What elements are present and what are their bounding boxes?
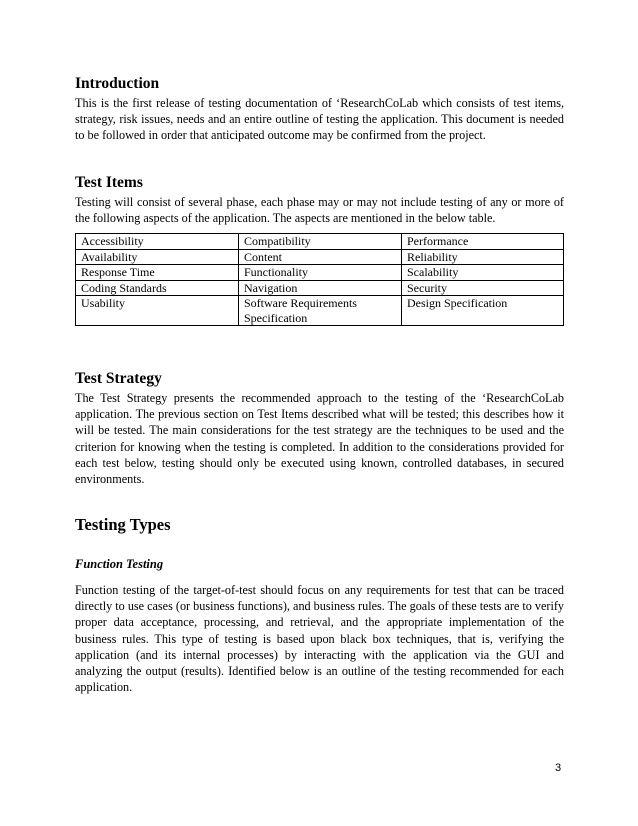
table-cell: Compatibility [239,234,402,250]
aspects-table [75,233,564,326]
table-cell: Accessibility [76,234,239,250]
table-cell: Availability [76,249,239,265]
table-cell: Functionality [239,265,402,281]
test-items-paragraph: Testing will consist of several phase, each phase may or may not include testing of any or more of the following aspects of the application. The aspects are mentioned in the below table. [75,195,564,226]
function-testing-heading: Function Testing [75,557,164,571]
introduction-heading: Introduction [75,75,160,92]
table-cell: Performance [402,234,564,250]
table-cell: Response Time [76,265,239,281]
table-cell: Content [239,249,402,265]
page-number: 3 [555,762,562,774]
testing-types-heading: Testing Types [75,515,171,534]
test-strategy-paragraph: The Test Strategy presents the recommended approach to the testing of the ‘ResearchCoLab application. The previous section on Test Items described what will be tested; this describes how it will be tested. The main considerations for the test strategy are the techniques to be used and the criterion for knowing when the testing is completed. In addition to the considerations provided for each test below, testing should only be executed using known, controlled databases, in secured environments. [75,391,564,487]
table-cell: Coding Standards [76,280,239,296]
table-cell: Usability [76,296,239,326]
test-items-heading: Test Items [75,174,143,191]
table-cell: Navigation [239,280,402,296]
table-cell: Security [402,280,564,296]
test-strategy-heading: Test Strategy [75,370,162,387]
introduction-paragraph: This is the first release of testing documentation of ‘ResearchCoLab which consists of test items, strategy, risk issues, needs and an entire outline of testing the application. This document is needed to be followed in order that anticipated outcome may be confirmed from the project. [75,96,564,143]
table-row [76,280,564,296]
table-cell: Software Requirements Specification [239,296,402,326]
table-row [76,265,564,281]
table-row [76,296,564,326]
table-row [76,234,564,250]
table-cell: Scalability [402,265,564,281]
function-testing-paragraph: Function testing of the target-of-test should focus on any requirements for test that can be traced directly to use cases (or business functions), and business rules. The goals of these tests are to verify proper data acceptance, processing, and retrieval, and the appropriate implementation of the business rules. This type of testing is based upon black box techniques, that is, verifying the application (and its internal processes) by interacting with the application via the GUI and analyzing the output (results). Identified below is an outline of the testing recommended for each application. [75,583,564,695]
table-cell: Reliability [402,249,564,265]
table-cell: Design Specification [402,296,564,326]
table-row [76,249,564,265]
